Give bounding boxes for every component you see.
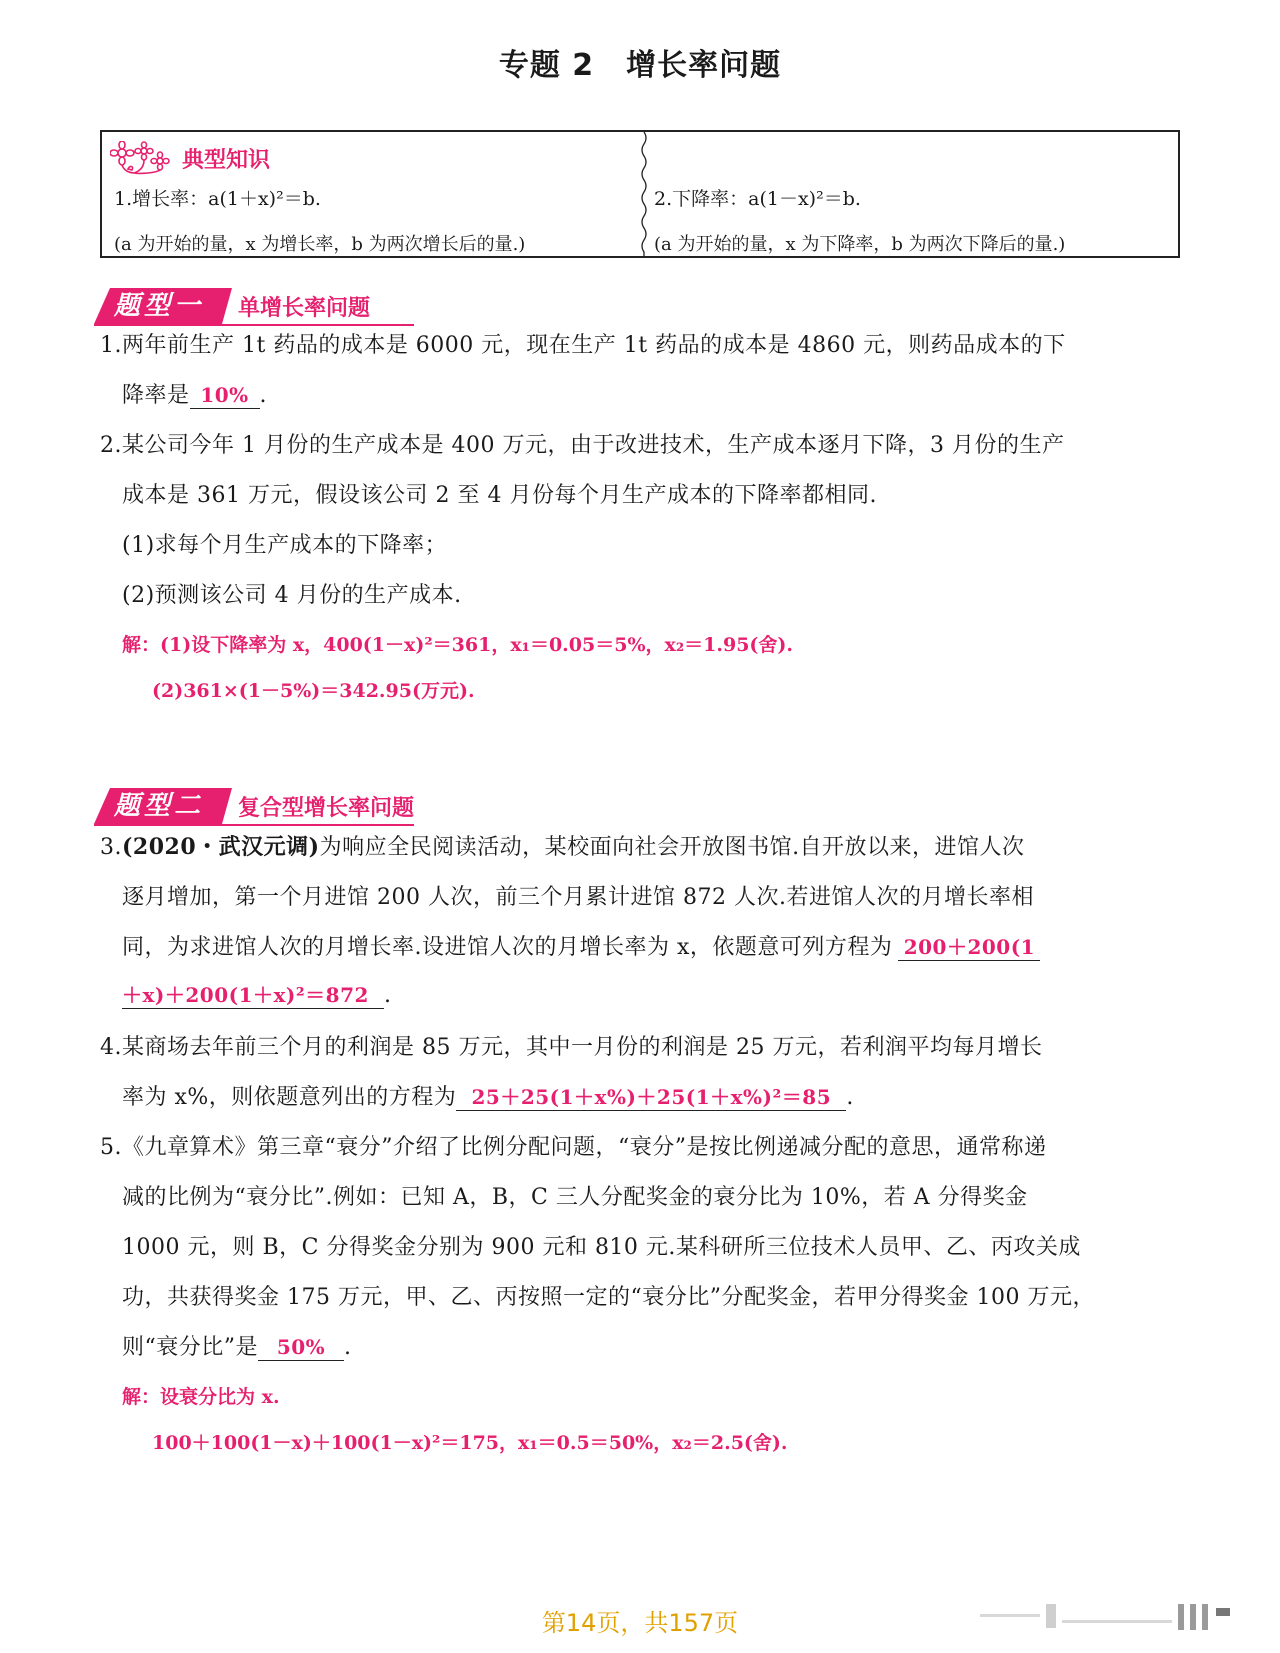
q3-answer-part-1: 200＋200(1 <box>898 934 1040 961</box>
decline-rate-formula: 2.下降率：a(1－x)²＝b. <box>654 188 861 210</box>
q3-line-4 <box>122 982 392 1009</box>
q1-answer: 10% <box>190 382 260 409</box>
decline-rate-note: (a 为开始的量，x 为下降率，b 为两次下降后的量.) <box>654 234 1066 255</box>
knowledge-label: 典型知识 <box>182 147 271 173</box>
growth-rate-formula: 1.增长率：a(1＋x)²＝b. <box>114 188 321 210</box>
section-tag-2 <box>94 788 232 824</box>
q3-line-2: 逐月增加，第一个月进馆 200 人次，前三个月累计进馆 872 人次.若进馆人次的月增长率相 <box>122 885 1034 910</box>
section-tag-1 <box>94 288 232 324</box>
q5-solution-1: 解：设衰分比为 x. <box>122 1386 280 1408</box>
q2-part-1: (1)求每个月生产成本的下降率； <box>122 533 448 558</box>
flower-icon <box>110 141 172 175</box>
q3-text: 同，为求进馆人次的月增长率.设进馆人次的月增长率为 x，依题意可列方程为 <box>122 935 893 960</box>
q3-line-3 <box>122 930 1040 961</box>
q3-period: . <box>384 983 392 1008</box>
section-underline <box>94 324 414 326</box>
q4-period: . <box>846 1085 854 1110</box>
topic-number: 专题 2 <box>498 48 595 83</box>
q2-line-1: 2.某公司今年 1 月份的生产成本是 400 万元，由于改进技术，生产成本逐月下降，3 月份的生产 <box>100 433 1065 458</box>
q2-solution-2: (2)361×(1－5%)＝342.95(万元). <box>152 680 475 702</box>
q2-solution-1: 解：(1)设下降率为 x，400(1－x)²＝361，x₁＝0.05＝5%，x₂＝1.95(舍). <box>122 634 794 656</box>
page-indicator: 第14页，共157页 <box>541 1609 739 1637</box>
q5-line-3: 1000 元，则 B，C 分得奖金分别为 900 元和 810 元.某科研所三位技术人员甲、乙、丙攻关成 <box>122 1235 1081 1260</box>
growth-rate-note: (a 为开始的量，x 为增长率，b 为两次增长后的量.) <box>114 234 526 255</box>
scan-edge-marks <box>980 1598 1240 1634</box>
q5-answer: 50% <box>258 1334 344 1361</box>
q2-part-2: (2)预测该公司 4 月份的生产成本. <box>122 583 462 608</box>
q5-text: 则“衰分比”是 <box>122 1335 258 1360</box>
section-header-1 <box>94 286 370 326</box>
q5-line-2: 减的比例为“衰分比”.例如：已知 A，B，C 三人分配奖金的衰分比为 10%，若 A 分得奖金 <box>122 1185 1028 1210</box>
knowledge-box <box>100 130 1180 258</box>
q1-text: 降率是 <box>122 383 190 408</box>
q1-line-1: 1.两年前生产 1t 药品的成本是 6000 元，现在生产 1t 药品的成本是 4860 元，则药品成本的下 <box>100 333 1066 358</box>
q4-line-2 <box>122 1080 854 1111</box>
q5-line-5 <box>122 1330 352 1361</box>
q4-answer: 25＋25(1＋x%)＋25(1＋x%)²＝85 <box>456 1084 846 1111</box>
section-title-1: 单增长率问题 <box>238 295 371 321</box>
section-tag-text: 题型一 <box>114 291 205 321</box>
section-title-2: 复合型增长率问题 <box>238 795 415 821</box>
q5-line-1: 5.《九章算术》第三章“衰分”介绍了比例分配问题，“衰分”是按比例递减分配的意思，通常称递 <box>100 1135 1047 1160</box>
q3-text: 为响应全民阅读活动，某校面向社会开放图书馆.自开放以来，进馆人次 <box>319 835 1025 860</box>
q3-number: 3. <box>100 835 122 860</box>
q1-period: . <box>259 383 268 408</box>
q5-solution-2: 100＋100(1－x)＋100(1－x)²＝175，x₁＝0.5＝50%，x₂＝2.5(舍). <box>152 1432 788 1454</box>
wavy-divider <box>640 132 648 256</box>
section-underline <box>94 824 414 826</box>
q4-line-1: 4.某商场去年前三个月的利润是 85 万元，其中一月份的利润是 25 万元，若利润平均每月增长 <box>100 1035 1043 1060</box>
q3-answer-part-2: ＋x)＋200(1＋x)²＝872 <box>122 982 384 1009</box>
q5-period: . <box>344 1335 352 1360</box>
knowledge-header <box>110 140 270 176</box>
q3-source: (2020・武汉元调) <box>122 834 320 860</box>
q2-line-2: 成本是 361 万元，假设该公司 2 至 4 月份每个月生产成本的下降率都相同. <box>122 483 877 508</box>
q4-text: 率为 x%，则依题意列出的方程为 <box>122 1085 457 1110</box>
topic-title: 增长率问题 <box>626 48 782 83</box>
page-title <box>0 40 1280 84</box>
q3-line-1 <box>100 830 1025 861</box>
q5-line-4: 功，共获得奖金 175 万元，甲、乙、丙按照一定的“衰分比”分配奖金，若甲分得奖金 100 万元， <box>122 1285 1095 1310</box>
section-header-2 <box>94 786 414 826</box>
section-tag-text: 题型二 <box>114 791 205 821</box>
q1-line-2 <box>122 378 267 409</box>
